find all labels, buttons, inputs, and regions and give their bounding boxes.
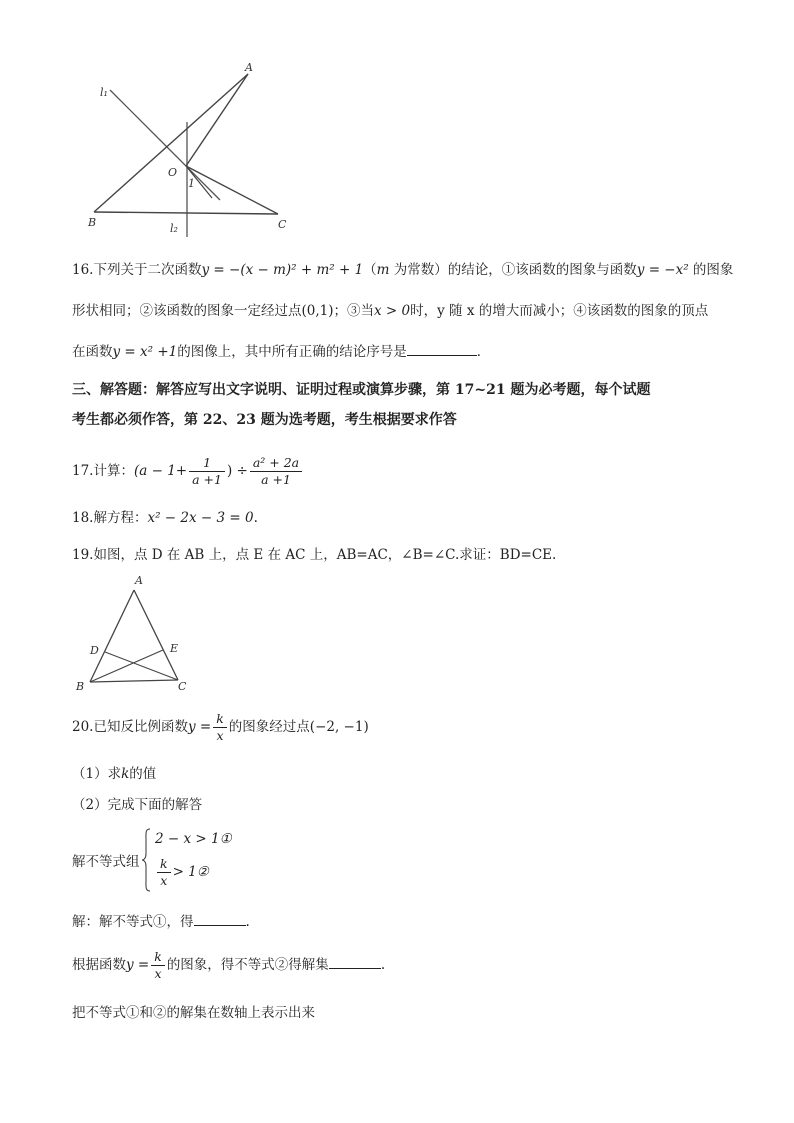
q20-sol1-text: 解：解不等式①，得 xyxy=(72,914,194,930)
q20-sub2: （2）完成下面的解答 xyxy=(72,797,203,813)
q18 xyxy=(72,508,258,528)
segment-ab xyxy=(90,590,134,682)
segment-oc xyxy=(186,166,278,214)
q20-ineq2-numerator: k xyxy=(157,856,171,873)
q20-solution-2 xyxy=(72,948,385,982)
q20-sub1-text: （1）求 xyxy=(72,766,122,782)
q18-end: . xyxy=(253,510,258,526)
q16-prefix: 16.下列关于二次函数 xyxy=(72,262,202,278)
q20-sol2-denominator: x xyxy=(154,966,162,981)
q20-stem xyxy=(72,710,369,744)
label-l1: l₁ xyxy=(100,86,108,99)
q16-line1 xyxy=(72,260,733,280)
label-c: C xyxy=(178,680,187,693)
q20-prefix: 20.已知反比例函数 xyxy=(72,719,188,735)
q16-line2-text-c: 时，y 随 x 的增大而减小；④该函数的图象的顶点 xyxy=(410,303,709,319)
q16-line3-text-a: 在函数 xyxy=(72,344,113,360)
q20-fraction xyxy=(213,711,227,744)
q17-prefix: 17.计算： xyxy=(72,463,134,479)
q20-denominator: x xyxy=(216,728,224,743)
q17 xyxy=(72,453,304,489)
q17-fraction-1 xyxy=(189,455,225,488)
label-a: A xyxy=(135,574,143,587)
segment-ab xyxy=(94,74,248,212)
label-1: 1 xyxy=(188,177,195,190)
segment-bc xyxy=(90,680,178,682)
q17-f1-denominator: a +1 xyxy=(192,472,222,487)
q16-point: (0,1) xyxy=(301,303,334,319)
label-a: A xyxy=(245,62,253,74)
label-b: B xyxy=(76,680,85,693)
q20-sub1-k: k xyxy=(121,766,130,782)
q18-prefix: 18.解方程： xyxy=(72,510,148,526)
q20-inequality-2 xyxy=(155,856,209,889)
q16-line2-text-b: ；③当 xyxy=(333,303,375,319)
label-d: D xyxy=(90,644,99,657)
q20-sol2-text-b: 的图象，得不等式②得解集 xyxy=(166,957,329,973)
q17-f2-numerator: a² + 2a xyxy=(250,455,302,472)
q20-suffix: 的图象经过点 xyxy=(228,719,310,735)
q16-function: y = −(x − m)² + m² + 1 xyxy=(201,262,364,278)
q16-condition: x > 0 xyxy=(374,303,411,319)
q16-function-3: y = x² +1 xyxy=(112,344,178,360)
label-e: E xyxy=(170,642,179,655)
q20-sol1-end: . xyxy=(245,914,250,930)
section3-heading-line1: 三、解答题：解答应写出文字说明、证明过程或演算步骤，第 17~21 题为必考题，每个试题 xyxy=(72,382,651,398)
q20-sub1-end: 的值 xyxy=(129,766,157,782)
segment-bc xyxy=(94,212,278,214)
label-c: C xyxy=(278,218,287,231)
q20-sol1-blank[interactable] xyxy=(194,911,246,926)
q17-close: ) ÷ xyxy=(226,463,248,479)
q19: 19.如图，点 D 在 AB 上，点 E 在 AC 上，AB=AC，∠B=∠C.求证：BD=CE. xyxy=(72,547,557,563)
q20-sol2-numerator: k xyxy=(151,949,165,966)
q20-system-brace xyxy=(144,828,146,890)
label-l2: l₂ xyxy=(170,222,178,235)
q16-line3-text-b: 的图像上，其中所有正确的结论序号是 xyxy=(177,344,407,360)
q18-equation: x² − 2x − 3 = 0 xyxy=(147,510,254,526)
segment-ao xyxy=(186,74,248,166)
q16-line3 xyxy=(72,341,490,362)
section3-heading-line2: 考生都必须作答，第 22、23 题为选考题，考生根据要求作答 xyxy=(72,412,457,428)
q20-last-instruction: 把不等式①和②的解集在数轴上表示出来 xyxy=(72,1005,315,1021)
q20-point: (−2, −1) xyxy=(309,719,369,735)
q16-answer-blank[interactable] xyxy=(407,341,477,356)
q20-sol2-y: y = xyxy=(126,957,150,973)
q20-sol2-text-a: 根据函数 xyxy=(72,957,126,973)
q20-ineq2-rest: > 1② xyxy=(172,864,209,880)
q16-line3-end: ． xyxy=(476,344,491,360)
figure-triangle-lines xyxy=(80,62,300,242)
q16-note-close: 为常数）的结论，①该函数的图象与函数 xyxy=(389,262,637,278)
q16-line2 xyxy=(72,301,708,321)
q20-y: y = xyxy=(187,719,212,735)
q17-open: (a − 1+ xyxy=(133,463,188,479)
label-o: O xyxy=(168,166,178,179)
q20-inequality-1: 2 − x > 1① xyxy=(155,831,232,847)
q20-sub1 xyxy=(72,764,156,784)
q16-m: m xyxy=(376,262,390,278)
q20-sol2-blank[interactable] xyxy=(329,954,381,969)
q20-system-label: 解不等式组 xyxy=(72,854,140,870)
figure-isosceles-triangle xyxy=(72,572,202,698)
q17-f2-denominator: a +1 xyxy=(261,472,291,487)
q17-fraction-2 xyxy=(250,455,302,488)
label-b: B xyxy=(88,216,97,229)
q16-line2-text-a: 形状相同；②该函数的图象一定经过点 xyxy=(72,303,302,319)
q20-numerator: k xyxy=(213,711,227,728)
q20-sol2-fraction xyxy=(151,949,165,982)
q16-note-open: （ xyxy=(363,262,377,278)
q20-sol2-end: . xyxy=(380,957,386,973)
q20-solution-1 xyxy=(72,911,250,932)
segment-ac xyxy=(134,590,178,680)
q20-ineq2-denominator: x xyxy=(160,873,168,888)
q17-f1-numerator: 1 xyxy=(189,455,225,472)
segment-eb xyxy=(90,650,163,682)
q16-line1-end: 的图象 xyxy=(688,262,734,278)
q16-function-2: y = −x² xyxy=(636,262,689,278)
q20-ineq2-fraction xyxy=(157,856,171,889)
